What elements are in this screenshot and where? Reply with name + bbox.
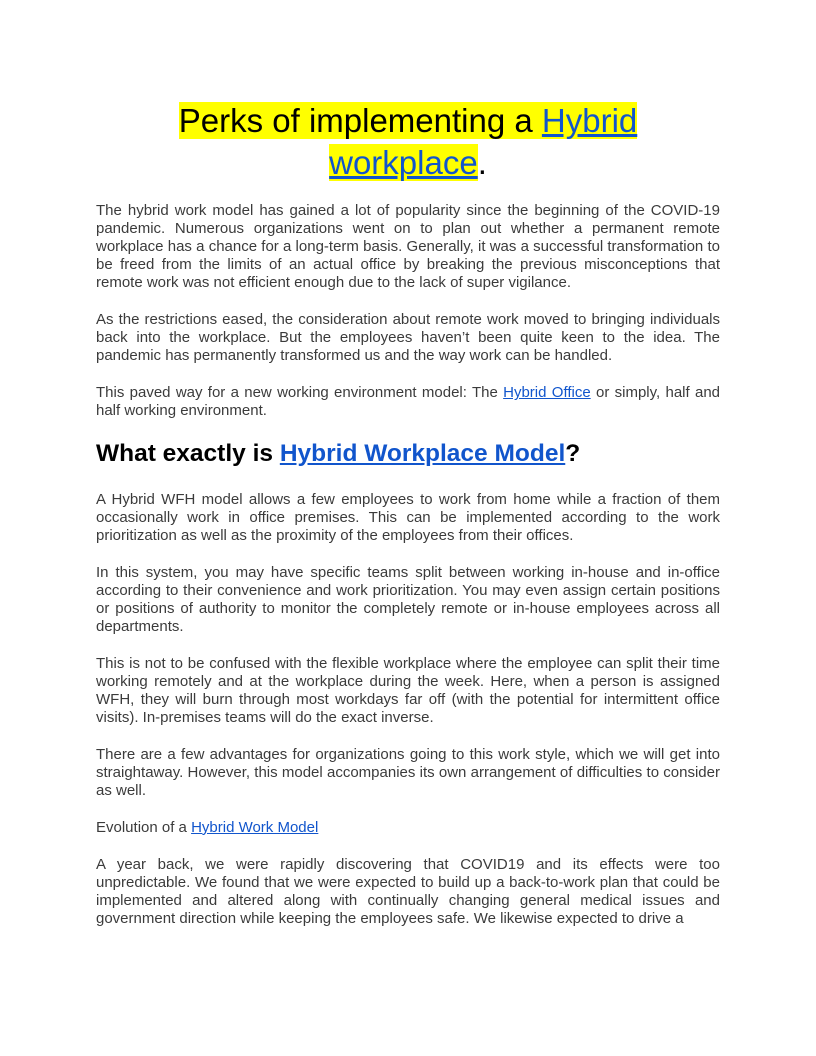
title-period: . [477, 144, 487, 182]
paragraph-intro-3 [96, 384, 720, 420]
heading-text: What exactly is [96, 440, 280, 468]
paragraph-intro-2: As the restrictions eased, the consideration about remote work moved to bringing individuals back into the workplace. But the employees haven’t been quite keen to the idea. The pandemic has permanently transformed us and the way work can be handled. [96, 311, 720, 365]
document-title [96, 100, 720, 184]
section-heading-what-is-hybrid [96, 439, 720, 468]
paragraph-section-4: There are a few advantages for organizations going to this work style, which we will get into straightaway. However, this model accompanies its own arrangement of difficulties to consider as well. [96, 745, 720, 799]
link-hybrid-office[interactable]: Hybrid Office [503, 384, 591, 402]
paragraph-section-5: A year back, we were rapidly discovering that COVID19 and its effects were too unpredictable. We found that we were expected to build up a back-to-work plan that could be implemented and altered along with continually changing general medical issues and government direction while keeping the employees safe. We likewise expected to drive a [96, 855, 720, 927]
paragraph-text: This paved way for a new working environment model: The [96, 384, 504, 402]
paragraph-evolution [96, 819, 720, 837]
title-text: Perks of implementing a [178, 102, 542, 139]
title-link-hybrid-workplace[interactable]: Hybrid workplace [329, 102, 638, 182]
paragraph-section-2: In this system, you may have specific teams split between working in-house and in-office according to their convenience and work prioritization. You may even assign certain positions or positions of authority to monitor the completely remote or in-house employees across all departments. [96, 563, 720, 635]
paragraph-text: Evolution of a [96, 818, 192, 836]
paragraph-text: or simply, half and half working environment. [96, 384, 721, 420]
paragraph-section-1: A Hybrid WFH model allows a few employees to work from home while a fraction of them occasionally work in office premises. This can be implemented according to the work prioritization as well as the proximity of the employees from their offices. [96, 490, 720, 544]
heading-question-mark: ? [565, 440, 581, 468]
link-hybrid-workplace-model[interactable]: Hybrid Workplace Model [279, 440, 566, 468]
paragraph-section-3: This is not to be confused with the flexible workplace where the employee can split their time working remotely and at the workplace during the week. Here, when a person is assigned WFH, they will burn through most workdays far off (with the potential for intermittent office visits). In-premises teams will do the exact inverse. [96, 654, 720, 726]
link-hybrid-work-model[interactable]: Hybrid Work Model [191, 818, 319, 836]
paragraph-intro-1: The hybrid work model has gained a lot of popularity since the beginning of the COVID-19 pandemic. Numerous organizations went on to plan out whether a permanent remote workplace has a chance for a long-term basis. Generally, it was a successful transformation to be freed from the limits of an actual office by breaking the previous misconceptions that remote work was not efficient enough due to the lack of super vigilance. [96, 202, 720, 292]
